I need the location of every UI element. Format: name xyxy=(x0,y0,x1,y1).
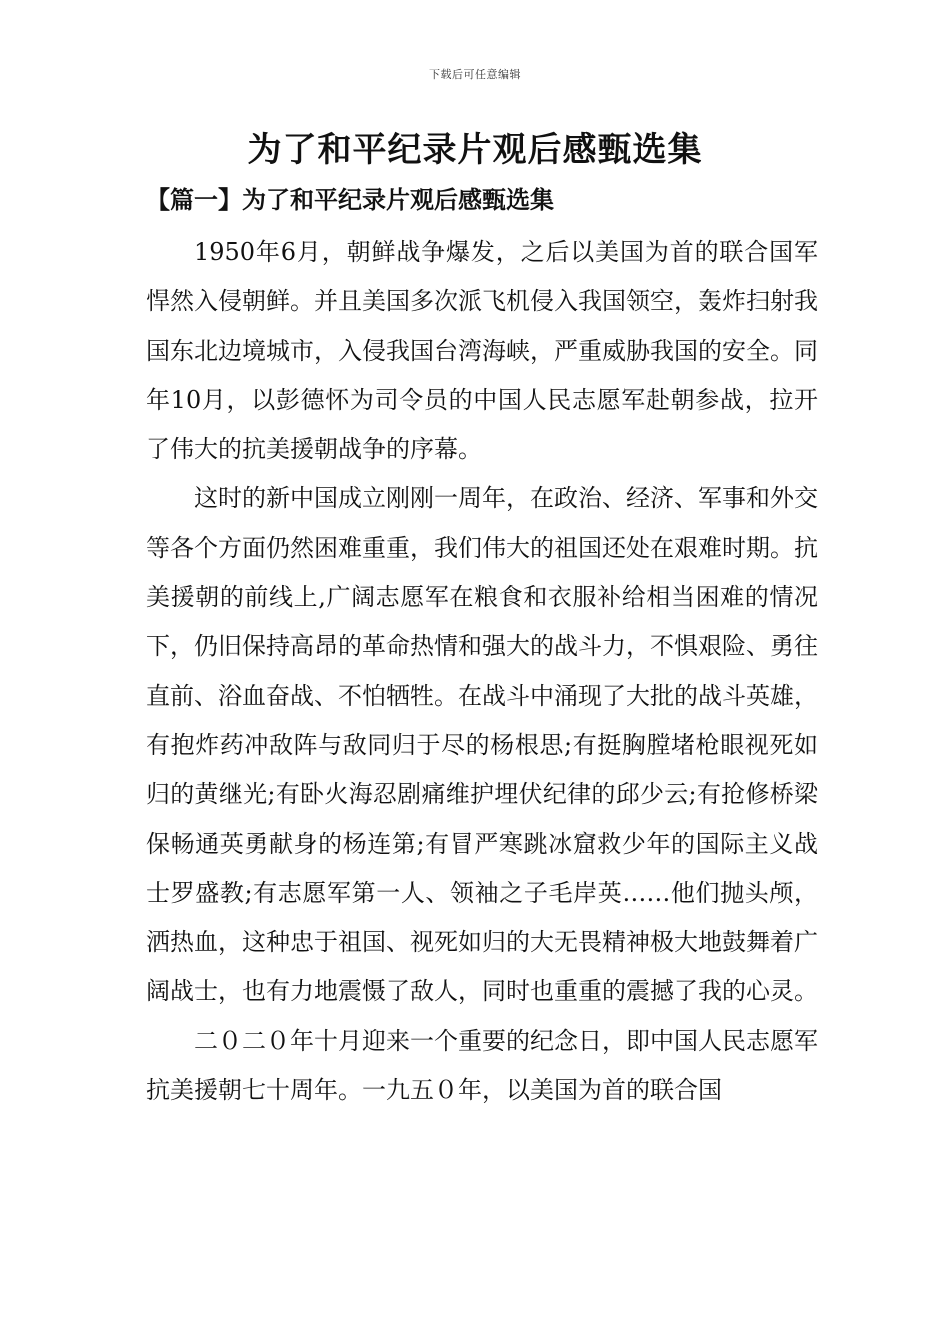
paragraph: 二０二０年十月迎来一个重要的纪念日，即中国人民志愿军抗美援朝七十周年。一九五０年，以美国为首的联合国 xyxy=(146,1026,818,1105)
paragraph: 1950年6月，朝鲜战争爆发，之后以美国为首的联合国军悍然入侵朝鲜。并且美国多次派飞机侵入我国领空，轰炸扫射我国东北边境城市，入侵我国台湾海峡，严重威胁我国的安全。同年10月，以彭德怀为司令员的中国人民志愿军赴朝参战，拉开了伟大的抗美援朝战争的序幕。 xyxy=(146,238,818,464)
header-note: 下载后可任意编辑 xyxy=(429,68,521,81)
document-body xyxy=(146,228,818,1115)
paragraph: 这时的新中国成立刚刚一周年，在政治、经济、军事和外交等各个方面仍然困难重重，我们伟大的祖国还处在艰难时期。抗美援朝的前线上,广阔志愿军在粮食和衣服补给相当困难的情况下，仍旧保持高昂的革命热情和强大的战斗力，不惧艰险、勇往直前、浴血奋战、不怕牺牲。在战斗中涌现了大批的战斗英雄，有抱炸药冲敌阵与敌同归于尽的杨根思;有挺胸膛堵枪眼视死如归的黄继光;有卧火海忍剧痛维护埋伏纪律的邱少云;有抢修桥梁保畅通英勇献身的杨连第;有冒严寒跳冰窟救少年的国际主义战士罗盛教;有志愿军第一人、领袖之子毛岸英……他们抛头颅，洒热血，这种忠于祖国、视死如归的大无畏精神极大地鼓舞着广阔战士，也有力地震慑了敌人，同时也重重的震撼了我的心灵。 xyxy=(146,484,818,1006)
section-heading: 【篇一】为了和平纪录片观后感甄选集 xyxy=(146,185,554,214)
document-title: 为了和平纪录片观后感甄选集 xyxy=(247,130,703,170)
